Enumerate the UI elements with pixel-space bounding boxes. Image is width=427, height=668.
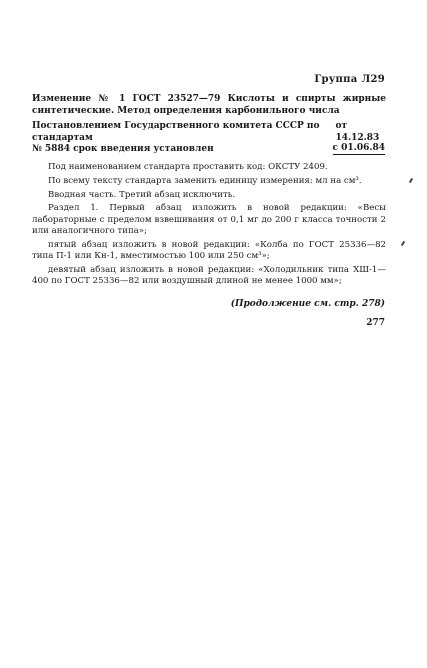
paragraph: По всему тексту стандарта заменить единицу измерения: мл на см³. [48,175,362,186]
paragraph: Под наименованием стандарта проставить код: ОКСТУ 2409. [48,162,328,172]
scan-speck [401,241,405,246]
effective-date: с 01.06.84 [332,143,385,153]
paragraph: девятый абзац изложить в новой редакции: «Холодильник типа ХШ-1—400 по ГОСТ 25336—82 или воздушный длиной не менее 1000 мм»; [32,264,386,286]
continued-note: (Продолжение см. стр. 278) [230,299,385,309]
amendment-body [32,162,386,290]
scan-speck [409,178,413,183]
group-label: Группа Л29 [314,74,385,85]
amendment-heading: Изменение № 1 ГОСТ 23527—79 Кислоты и спирты жирные синтетические. Метод определения карбонильного числа [32,94,386,116]
decree-text: Постановлением Государственного комитета СССР по стандартам [32,121,320,143]
paragraph: пятый абзац изложить в новой редакции: «Колба по ГОСТ 25336—82 типа П-1 или Кн-1, вместимостью 100 или 250 см³»; [32,239,386,261]
paragraph: Вводная часть. Третий абзац исключить. [48,189,236,200]
paragraph: Раздел 1. Первый абзац изложить в новой редакции: «Весы лабораторные с пределом взвешивания от 0,1 мг до 200 г класса точности 2 или аналогичного типа»; [32,203,386,236]
page-number: 277 [366,318,385,328]
decree-line-1 [32,121,386,144]
decree-line-2: № 5884 срок введения установлен [32,144,214,154]
decree-date: от 14.12.83 [335,121,380,143]
